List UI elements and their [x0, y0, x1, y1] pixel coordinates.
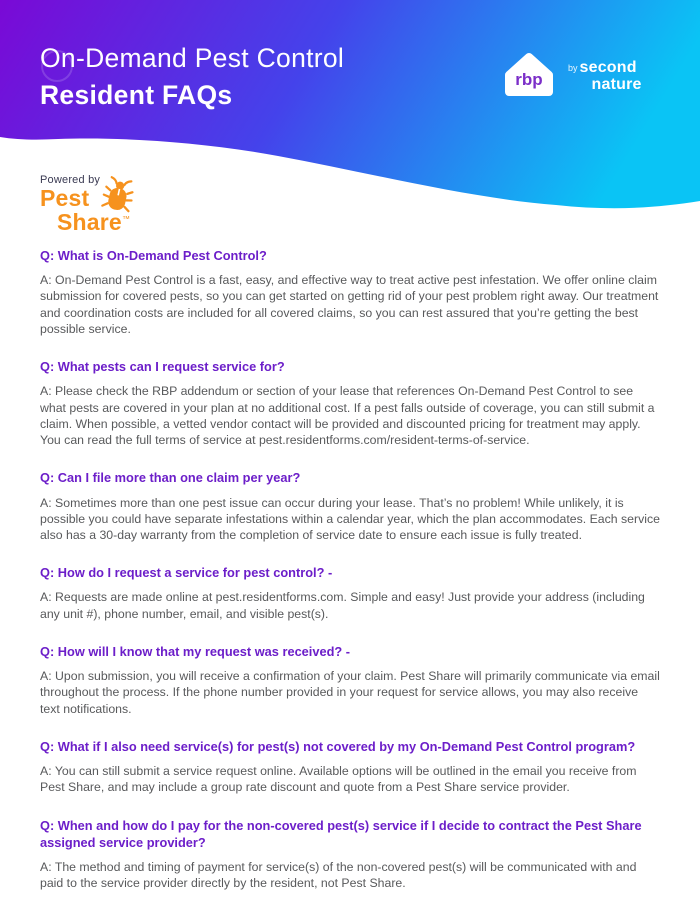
rbp-house-icon	[497, 48, 561, 106]
faq-answer: A: Upon submission, you will receive a confirmation of your claim. Pest Share will primarily communicate via email throughout the process. If the phone number provided in your request for service allows, you may also receive text notifications.	[40, 669, 660, 716]
faq-answer: A: The method and timing of payment for service(s) of the non-covered pest(s) will be communicated with and paid to the service provider directly by the resident, not Pest Share.	[40, 860, 637, 891]
faq-answer: A: You can still submit a service request online. Available options will be outlined in the email you receive from Pest Share, and may include a group rate discount and quote from a Pest Share service provider.	[40, 764, 637, 795]
header-titles	[40, 42, 344, 112]
faq-list	[0, 209, 700, 906]
faq-item	[40, 738, 660, 796]
faq-item	[40, 564, 660, 622]
page-subtitle: Resident FAQs	[40, 80, 233, 111]
faq-answer: A: Requests are made online at pest.residentforms.com. Simple and easy! Just provide your address (including any unit #), phone number, email, and visible pest(s).	[40, 590, 645, 621]
faq-item	[40, 469, 660, 543]
faq-question: Q: What is On-Demand Pest Control?	[40, 248, 267, 263]
pestshare-line2: Share™	[57, 209, 131, 235]
faq-item	[40, 358, 660, 448]
pestshare-line1: Pest	[40, 185, 90, 211]
second-nature-line2: nature	[591, 76, 642, 93]
faq-item	[40, 247, 660, 337]
trademark-symbol: ™	[121, 214, 131, 224]
faq-question: Q: How do I request a service for pest control? -	[40, 565, 333, 581]
faq-question: Q: When and how do I pay for the non-covered pest(s) service if I decide to contract the Pest Share assigned service provider?	[40, 817, 642, 850]
page-title: On-Demand Pest Control	[40, 43, 345, 73]
faq-answer: A: On-Demand Pest Control is a fast, easy, and effective way to treat active pest infestation. We offer online claim submission for covered pests, so you can get started on getting rid of your pest problem right away. Our treatment and coordination costs are included for all covered claims, so you can rest assured that you’re getting the best possible service.	[40, 273, 659, 336]
rbp-second-nature-logo	[497, 48, 642, 106]
faq-item	[40, 817, 660, 892]
powered-by-label: Powered by	[40, 174, 101, 186]
second-nature-wordmark	[568, 60, 642, 93]
faq-answer: A: Please check the RBP addendum or section of your lease that references On-Demand Pest Control to see what pests are covered in your plan at no additional cost. If a pest falls outside of coverage, you can still submit a claim. When possible, a vetted vendor contact will be provided and discounted pricing for treatment may apply. You can read the full terms of service at pest.residentforms.com/resident-terms-of-service.	[40, 384, 655, 448]
faq-question: Q: Can I file more than one claim per year?	[40, 470, 301, 486]
faq-question: Q: What if I also need service(s) for pest(s) not covered by my On-Demand Pest Control program?	[40, 738, 636, 754]
second-nature-line1: second	[579, 59, 637, 76]
faq-item	[40, 643, 660, 717]
faq-question: Q: How will I know that my request was received? -	[40, 643, 351, 659]
faq-question: Q: What pests can I request service for?	[40, 359, 285, 375]
faq-answer: A: Sometimes more than one pest issue can occur during your lease. That’s no problem! While unlikely, it is possible you could have separate infestations within a calendar year, which the plan accommodates. Each service also has a 30-day warranty from the completion of service date to ensure each issue is fully treated.	[40, 495, 660, 542]
rbp-badge-text: rbp	[515, 70, 543, 89]
by-label: by	[568, 63, 578, 73]
